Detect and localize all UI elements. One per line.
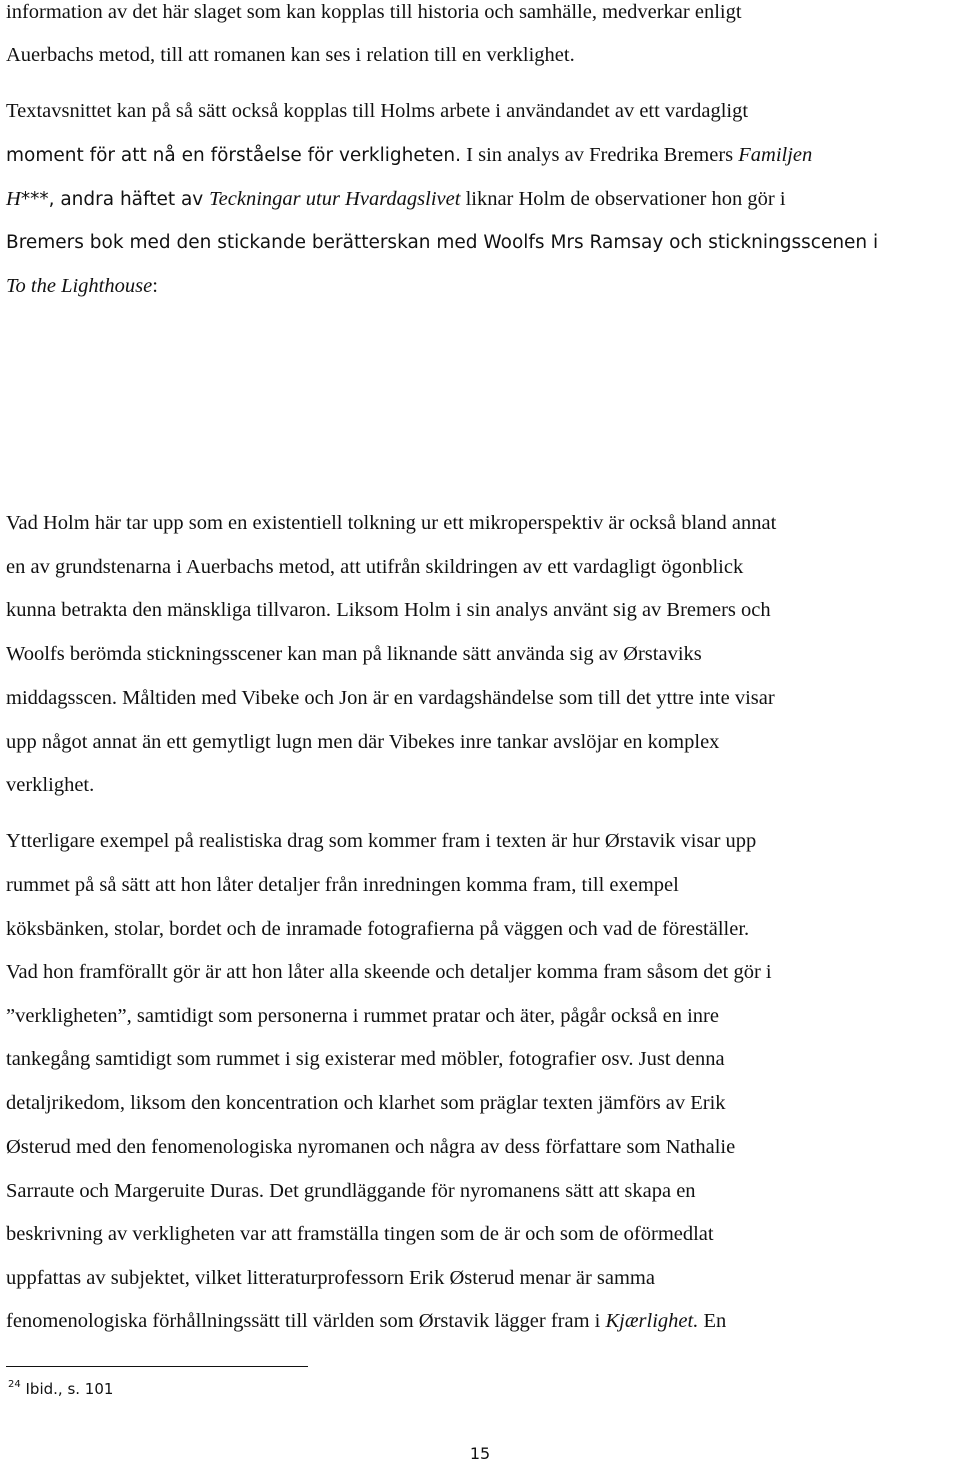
text-span: liknar Holm de observationer hon gör i bbox=[460, 188, 786, 210]
italic-title: Kjærlighet. bbox=[605, 1310, 699, 1332]
body-line: verklighet. bbox=[6, 774, 95, 796]
body-line: Auerbachs metod, till att romanen kan ses i relation till en verklighet. bbox=[6, 44, 575, 66]
text-span: I sin analys av Fredrika Bremers bbox=[461, 144, 739, 166]
body-line: rummet på så sätt att hon låter detaljer från inredningen komma fram, till exempel bbox=[6, 874, 679, 896]
italic-title: Teckningar utur Hvardagslivet bbox=[209, 188, 461, 210]
text-span: Liksom Holm i sin analys använt sig av Bremers och bbox=[331, 599, 771, 621]
footnote-text: Ibid., s. 101 bbox=[20, 1380, 114, 1398]
body-line bbox=[6, 187, 786, 212]
body-line: Ytterligare exempel på realistiska drag som kommer fram i texten är hur Ørstavik visar upp bbox=[6, 830, 757, 852]
body-line: information av det här slaget som kan kopplas till historia och samhälle, medverkar enligt bbox=[6, 1, 742, 23]
text-span: fenomenologiska förhållningssätt till världen som Ørstavik lägger fram i bbox=[6, 1310, 606, 1332]
italic-title: H bbox=[6, 188, 21, 210]
body-line bbox=[6, 1309, 726, 1333]
body-line: Vad Holm här tar upp som en existentiell tolkning ur ett mikroperspektiv är också bland annat bbox=[6, 512, 777, 534]
body-line: tankegång samtidigt som rummet i sig existerar med möbler, fotografier osv. Just denna bbox=[6, 1048, 725, 1070]
body-line: ”verkligheten”, samtidigt som personerna i rummet pratar och äter, pågår också en inre bbox=[6, 1005, 719, 1027]
body-line: Vad hon framförallt gör är att hon låter alla skeende och detaljer komma fram såsom det gör i bbox=[6, 961, 772, 983]
body-line: Sarraute och Margeruite Duras. Det grundläggande för nyromanens sätt att skapa en bbox=[6, 1180, 696, 1202]
body-line bbox=[6, 598, 771, 622]
sans-span: ***, andra häftet av bbox=[20, 189, 210, 210]
body-line: köksbänken, stolar, bordet och de inramade fotografierna på väggen och vad de föreställer. bbox=[6, 918, 750, 940]
footnote-separator bbox=[6, 1366, 308, 1367]
body-line: upp något annat än ett gemytligt lugn men där Vibekes inre tankar avslöjar en komplex bbox=[6, 731, 720, 753]
body-line: Bremers bok med den stickande berätterskan med Woolfs Mrs Ramsay och stickningsscenen i bbox=[6, 232, 879, 253]
body-line bbox=[6, 274, 158, 298]
italic-title: To the Lighthouse bbox=[6, 275, 153, 297]
text-span: kunna betrakta den mänskliga tillvaron. bbox=[6, 599, 332, 621]
text-span: middagsscen. bbox=[6, 687, 118, 709]
body-line: detaljrikedom, liksom den koncentration och klarhet som präglar texten jämförs av Erik bbox=[6, 1092, 726, 1114]
footnote bbox=[8, 1379, 113, 1399]
body-line: en av grundstenarna i Auerbachs metod, att utifrån skildringen av ett vardagligt ögonblick bbox=[6, 556, 744, 578]
body-line: Woolfs berömda stickningsscener kan man på liknande sätt använda sig av Ørstaviks bbox=[6, 643, 702, 665]
sans-span: moment för att nå en förståelse för verkligheten. bbox=[6, 145, 462, 166]
body-line bbox=[6, 143, 812, 168]
body-line bbox=[6, 686, 775, 710]
body-line: beskrivning av verkligheten var att framställa tingen som de är och som de oförmedlat bbox=[6, 1223, 714, 1245]
body-line: uppfattas av subjektet, vilket litteraturprofessorn Erik Østerud menar är samma bbox=[6, 1267, 655, 1289]
body-line: Textavsnittet kan på så sätt också kopplas till Holms arbete i användandet av ett vardagligt bbox=[6, 100, 749, 122]
page-number: 15 bbox=[469, 1444, 491, 1463]
text-span: : bbox=[152, 275, 158, 297]
italic-title: Familjen bbox=[738, 144, 813, 166]
text-span: En bbox=[698, 1310, 727, 1332]
body-line: Østerud med den fenomenologiska nyromanen och några av dess författare som Nathalie bbox=[6, 1136, 736, 1158]
text-span: Måltiden med Vibeke och Jon är en vardagshändelse som till det yttre inte visar bbox=[117, 687, 775, 709]
footnote-number: 24 bbox=[8, 1379, 21, 1390]
